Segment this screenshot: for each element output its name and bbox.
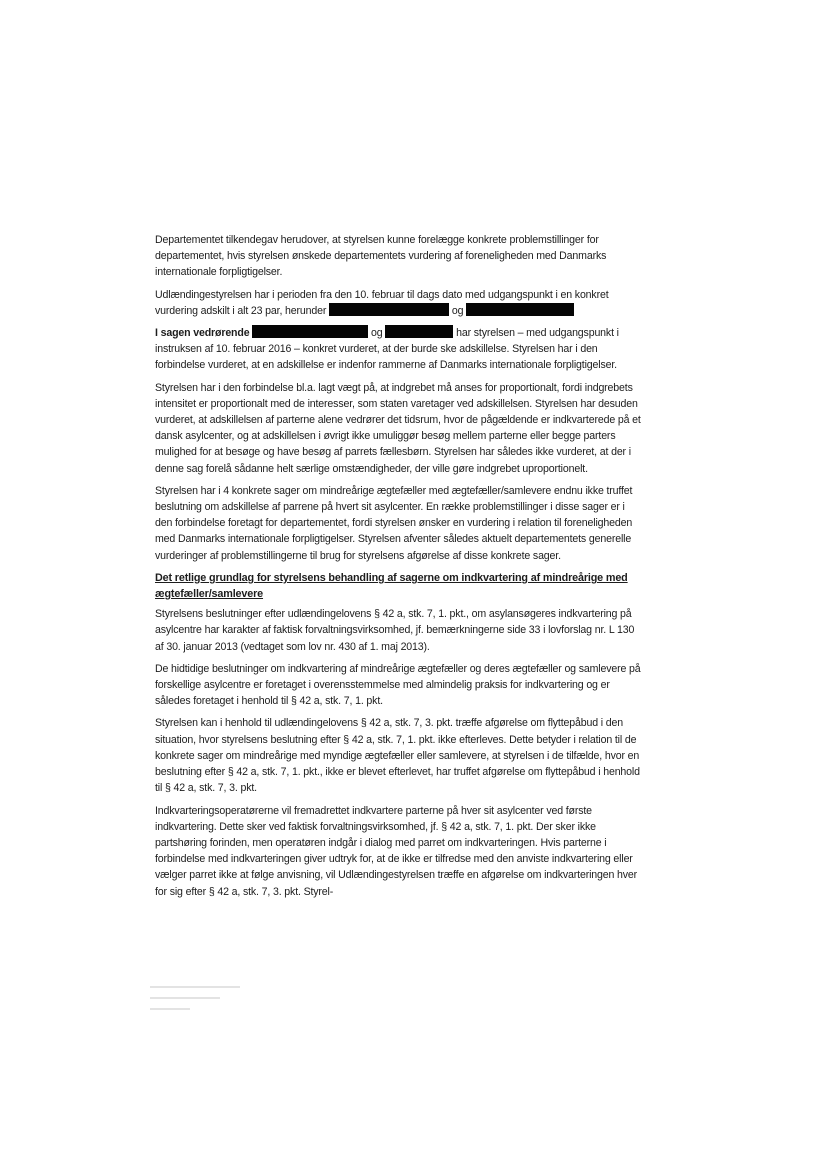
- redaction-block: [466, 303, 574, 316]
- paragraph-8: Styrelsen kan i henhold til udlændingelovens § 42 a, stk. 7, 3. pkt. træffe afgørelse om flyttepåbud i den situation, hvor styrelsens beslutning efter § 42 a, stk. 7, 1. pkt. ikke efterleves. Dette betyder i relation til de konkrete sager om mindreårige med myndige ægtefæller eller samlevere, at styrelsen i de tilfælde, hvor en beslutning efter § 42 a, stk. 7, 1. pkt., ikke er blevet efterlevet, har truffet afgørelse om flyttepåbud i henhold til § 42 a, stk. 7, 3. pkt.: [155, 717, 640, 795]
- paragraph-2: [155, 287, 643, 319]
- paragraph-9: Indkvarteringsoperatørerne vil fremadrettet indkvartere parterne på hver sit asylcenter ved første indkvartering. Dette sker ved faktisk forvaltningsvirksomhed, jf. § 42 a, stk. 7, 1. pkt. Der sker ikke partshøring forinden, men operatøren indgår i dialog med parret om indkvarteringen. Hvis parterne i forbindelse med indkvarteringen giver udtryk for, at de ikke er tilfredse med den anviste indkvartering eller vælger parret ikke at følge anvisning, vil Udlændingestyrelsen træffe en afgørelse om indkvarteringen hver for sig efter § 42 a, stk. 7, 3. pkt. Styrel-: [155, 804, 638, 898]
- paragraph-3: [155, 325, 643, 374]
- faint-footer-marks: [150, 986, 240, 1019]
- paragraph-3-lead: I sagen vedrørende: [155, 327, 250, 340]
- footer-line: [150, 1008, 190, 1010]
- paragraph-3-text: har styrelsen – med udgangspunkt i instruksen af 10. februar 2016 – konkret vurderet, at der burde ske adskillelse. Styrelsen har i den forbindelse vurderet, at en adskillelse er indenfor rammerne af Danmarks internationale forpligtigelser.: [155, 327, 619, 372]
- document-body: [155, 232, 643, 906]
- paragraph-7: De hidtidige beslutninger om indkvartering af mindreårige ægtefæller og deres ægtefæller og samlevere på forskellige asylcentre er foretaget i overensstemmelse med almindelig praksis for indkvartering og er således foretaget i henhold til § 42 a, stk. 7, 1. pkt.: [155, 662, 641, 708]
- redaction-block: [329, 303, 449, 316]
- paragraph-6: Styrelsens beslutninger efter udlændingelovens § 42 a, stk. 7, 1. pkt., om asylansøgeres indkvartering på asylcentre har karakter af faktisk forvaltningsvirksomhed, jf. bemærkningerne side 33 i lovforslag nr. L 130 af 30. januar 2013 (vedtaget som lov nr. 430 af 1. maj 2013).: [155, 608, 635, 653]
- paragraph-2-text: Udlændingestyrelsen har i perioden fra den 10. februar til dags dato med udgangspunkt i en konkret vurdering adskilt i alt 23 par, herunder: [155, 288, 609, 317]
- paragraph-5: Styrelsen har i 4 konkrete sager om mindreårige ægtefæller med ægtefæller/samlevere endnu ikke truffet beslutning om adskillelse af parrene på hvert sit asylcenter. En række problemstillinger i disse sager er i den forbindelse foretagt for departementet, fordi styrelsen ønsker en vurdering i relation til foreneligheden med Danmarks internationale forpligtigelser. Styrelsen afventer således aktuelt departementets generelle vurderinger af problemstillingerne til brug for styrelsens afgørelse af disse konkrete sager.: [155, 484, 633, 562]
- connector-text: og: [371, 327, 383, 340]
- footer-line: [150, 997, 220, 999]
- footer-line: [150, 986, 240, 988]
- paragraph-4: Styrelsen har i den forbindelse bl.a. lagt vægt på, at indgrebet må anses for proportionalt, fordi indgrebets intensitet er proportionalt med de interesser, som staten varetager ved adskillelsen. Styrelsen har desuden vurderet, at adskillelsen af parterne alene vedrører det tidsrum, hvor de pågældende er indkvarterede på et dansk asylcenter, og at adskillelsen i øvrigt ikke umuliggør besøg mellem parterne eller begge parters mulighed for at besøge og have besøg af parrets fællesbørn. Styrelsen har således ikke vurderet, at der i denne sag forelå sådanne helt særlige omstændigheder, der ville gøre indgrebet uproportionelt.: [155, 381, 641, 475]
- paragraph-1: Departementet tilkendegav herudover, at styrelsen kunne forelægge konkrete problemstillinger for departementet, hvis styrelsen ønskede departementets vurdering af foreneligheden med Danmarks internationale forpligtigelser.: [155, 234, 607, 279]
- redaction-block: [252, 325, 368, 338]
- redaction-block: [385, 325, 453, 338]
- section-heading: Det retlige grundlag for styrelsens behandling af sagerne om indkvartering af mindreårige med ægtefæller/samlevere: [155, 571, 628, 601]
- connector-text: og: [451, 304, 464, 317]
